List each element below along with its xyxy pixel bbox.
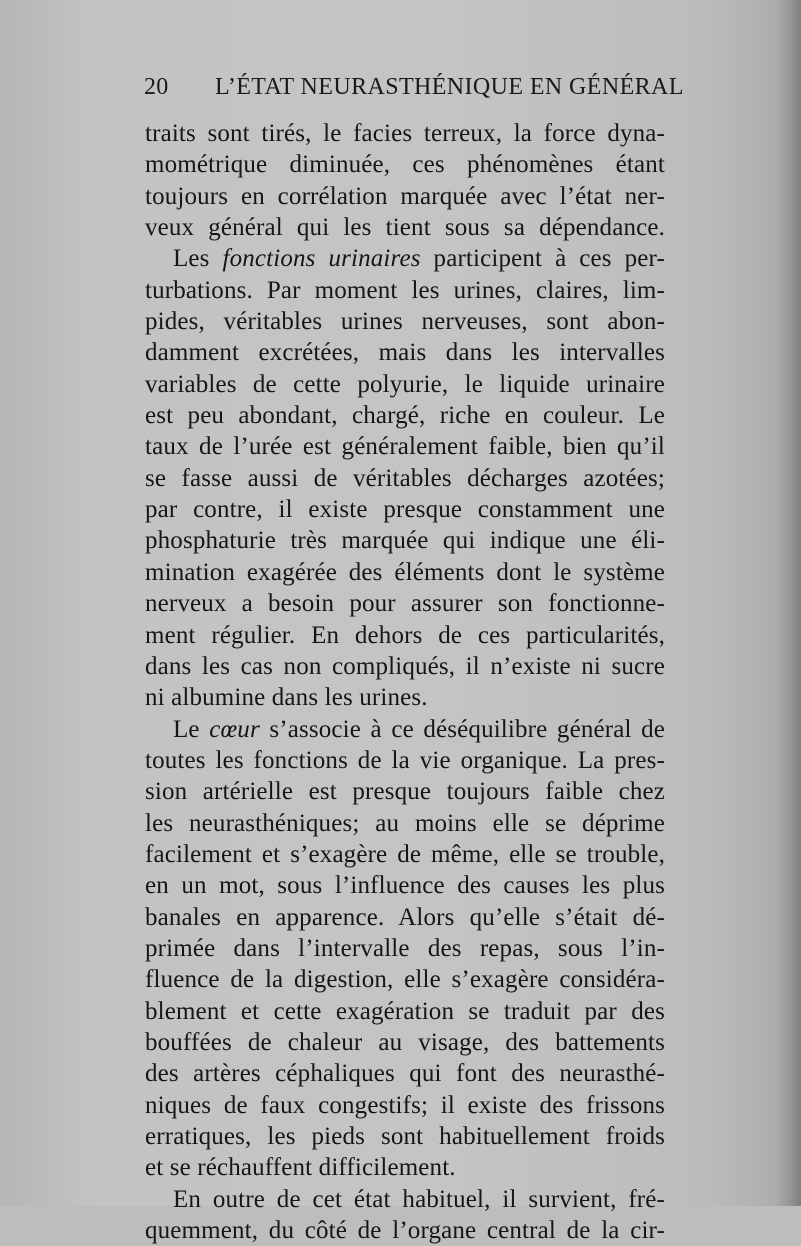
body-text (145, 118, 665, 1246)
text-line (145, 243, 665, 274)
text-fragment: Les (173, 245, 223, 273)
page-number: 20 (144, 74, 169, 100)
text-line: blement et cette exagération se traduit par des (145, 997, 665, 1025)
running-title: L’ÉTAT NEURASTHÉNIQUE EN GÉNÉRAL (215, 74, 684, 100)
text-line: primée dans l’intervalle des repas, sous l’in- (145, 934, 665, 962)
text-line: traits sont tirés, le facies terreux, la force dyna- (145, 120, 665, 147)
text-fragment: Le (173, 715, 210, 743)
text-line: quemment, du côté de l’organe central de la cir- (145, 1217, 665, 1245)
text-line: veux général qui les tient sous sa dépendance. (145, 214, 665, 242)
text-line: dans les cas non compliqués, il n’existe ni sucre (145, 652, 665, 680)
text-line: erratiques, les pieds sont habituellement froids (145, 1123, 665, 1150)
text-line: phosphaturie très marquée qui indique une éli- (145, 527, 665, 555)
text-line: taux de l’urée est généralement faible, bien qu’il (145, 433, 665, 461)
text-line: se fasse aussi de véritables décharges azotées; (145, 464, 665, 492)
paragraph-3 (145, 714, 665, 1184)
text-fragment: participent à ces per- (420, 245, 665, 273)
text-line (145, 714, 665, 745)
text-line: damment excrétées, mais dans les intervalles (145, 339, 665, 367)
italic-term: cœur (209, 715, 260, 743)
text-line: par contre, il existe presque constamment une (145, 496, 665, 524)
text-line: en un mot, sous l’influence des causes les plus (145, 872, 665, 900)
text-line: ni albumine dans les urines. (145, 684, 428, 712)
text-line: mination exagérée des éléments dont le système (145, 558, 665, 586)
page-edge-shadow (775, 0, 801, 1206)
text-line: des artères céphaliques qui font des neurasthé- (145, 1060, 665, 1088)
text-line: les neurasthéniques; au moins elle se déprime (145, 809, 665, 837)
text-line: fluence de la digestion, elle s’exagère considéra- (145, 966, 665, 994)
text-line: niques de faux congestifs; il existe des frissons (145, 1091, 665, 1119)
text-line: turbations. Par moment les urines, claires, lim- (145, 276, 665, 304)
text-line: En outre de cet état habituel, il survient, fré- (173, 1185, 665, 1213)
text-line: toujours en corrélation marquée avec l’état ner- (145, 182, 665, 210)
text-line: bouffées de chaleur au visage, des battements (145, 1028, 665, 1056)
text-line: variables de cette polyurie, le liquide urinaire (145, 370, 665, 398)
paragraph-2 (145, 243, 665, 713)
italic-term: fonctions urinaires (222, 245, 421, 273)
text-line: toutes les fonctions de la vie organique. La pres- (145, 746, 665, 774)
paragraph-1 (145, 118, 665, 243)
text-line: nerveux a besoin pour assurer son fonctionne- (145, 590, 665, 618)
paragraph-4 (145, 1184, 665, 1246)
text-line: facilement et s’exagère de même, elle se trouble, (145, 840, 665, 868)
text-line: et se réchauffent difficilement. (145, 1154, 456, 1182)
text-line: mométrique diminuée, ces phénomènes étant (145, 151, 665, 179)
text-line: sion artérielle est presque toujours faible chez (145, 778, 665, 806)
text-line: pides, véritables urines nerveuses, sont abon- (145, 308, 665, 336)
text-line: est peu abondant, chargé, riche en couleur. Le (145, 402, 665, 430)
text-line: ment régulier. En dehors de ces particularités, (145, 621, 665, 649)
text-fragment: s’associe à ce déséquilibre général de (259, 715, 665, 743)
text-line: banales en apparence. Alors qu’elle s’était dé- (145, 903, 665, 931)
